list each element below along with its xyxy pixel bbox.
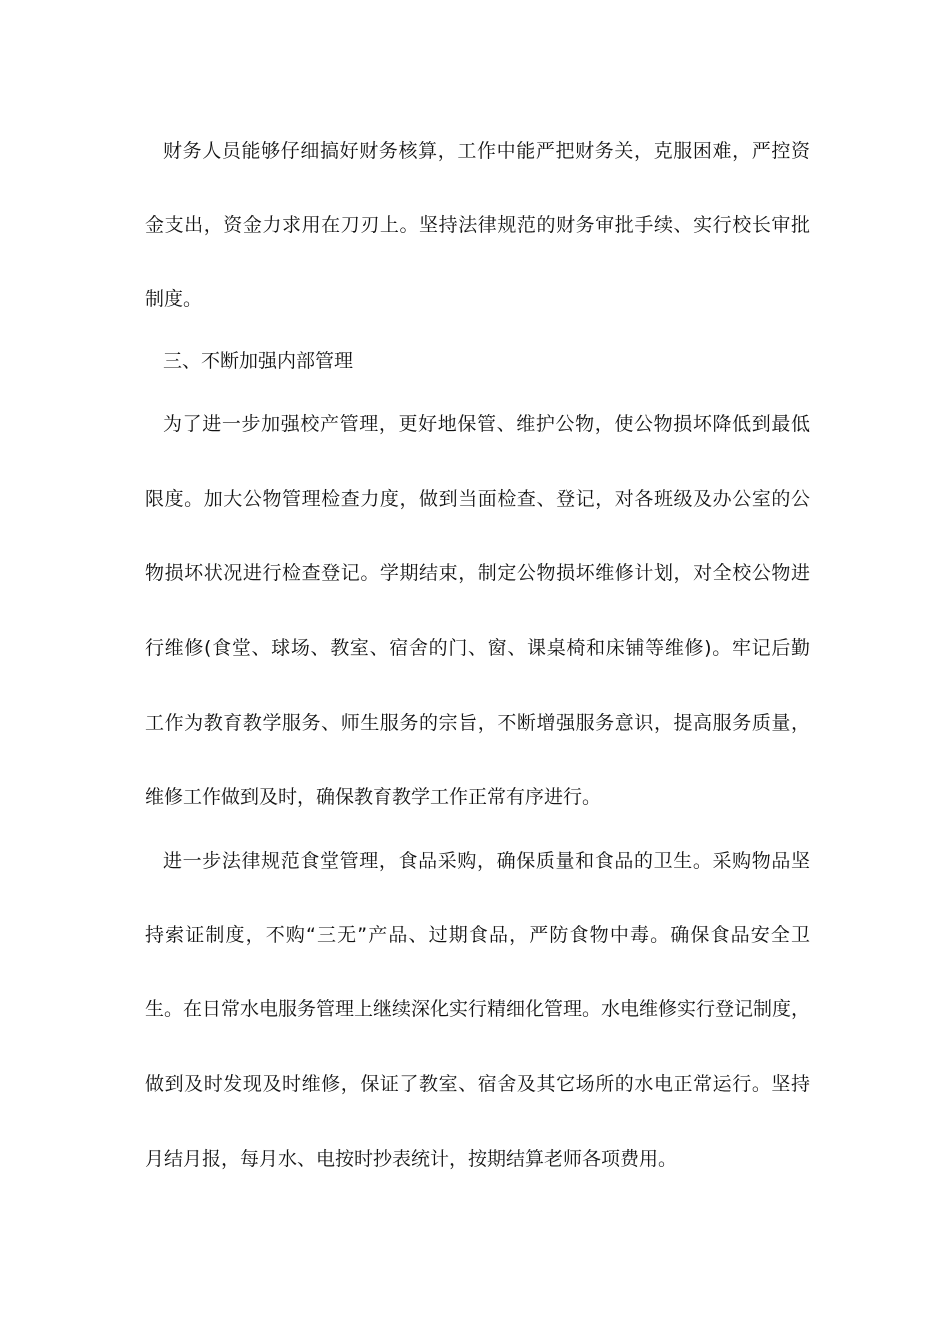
paragraph-3-line-5: 月结月报，每月水、电按时抄表统计，按期结算老师各项费用。 [145,1148,678,1170]
paragraph-2-line-6: 维修工作做到及时，确保教育教学工作正常有序进行。 [145,786,602,808]
paragraph-2-line-3: 物损坏状况进行检查登记。学期结束，制定公物损坏维修计划，对全校公物进 [145,562,810,584]
paragraph-3-line-4: 做到及时发现及时维修，保证了教室、宿舍及其它场所的水电正常运行。坚持 [145,1073,810,1095]
paragraph-2-line-5: 工作为教育教学服务、师生服务的宗旨，不断增强服务意识，提高服务质量， [145,712,810,734]
paragraph-2-line-2: 限度。加大公物管理检查力度，做到当面检查、登记，对各班级及办公室的公 [145,488,810,510]
paragraph-3-line-3: 生。在日常水电服务管理上继续深化实行精细化管理。水电维修实行登记制度， [145,998,811,1020]
paragraph-1-line-3: 制度。 [145,288,203,310]
section-heading: 三、不断加强内部管理 [163,350,354,372]
paragraph-1-line-2: 金支出，资金力求用在刀刃上。坚持法律规范的财务审批手续、实行校长审批 [145,214,810,236]
paragraph-1-line-1: 财务人员能够仔细搞好财务核算，工作中能严把财务关，克服困难，严控资 [163,140,810,162]
paragraph-3-line-2: 持索证制度，不购“三无”产品、过期食品，严防食物中毒。确保食品安全卫 [145,924,810,946]
paragraph-2-line-1: 为了进一步加强校产管理，更好地保管、维护公物，使公物损坏降低到最低 [163,413,810,435]
paragraph-2-line-4: 行维修(食堂、球场、教室、宿舍的门、窗、课桌椅和床铺等维修)。牢记后勤 [145,637,810,659]
paragraph-3-line-1: 进一步法律规范食堂管理，食品采购，确保质量和食品的卫生。采购物品坚 [163,850,810,872]
